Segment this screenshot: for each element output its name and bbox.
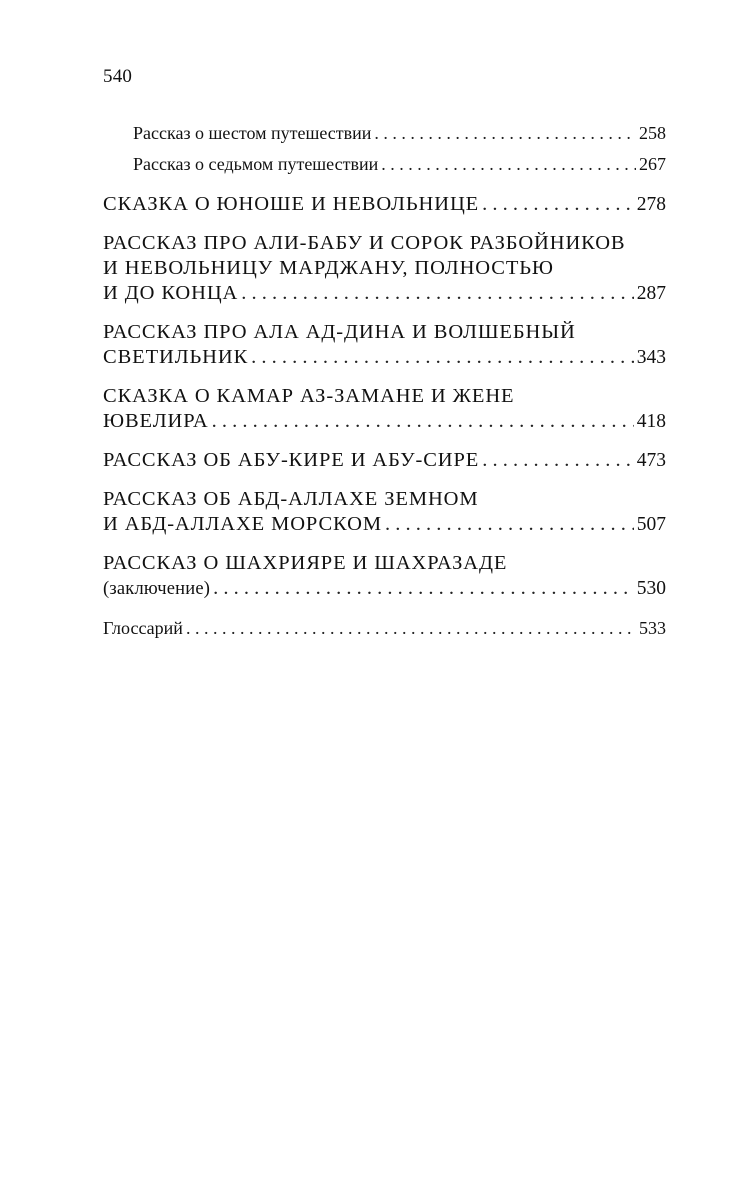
toc-entry-abdallah	[103, 487, 666, 537]
toc-entry-title: Рассказ о седьмом путешествии	[133, 154, 379, 174]
toc-entry-abu-kir-abu-sir	[103, 448, 666, 473]
toc-entry-page: 473	[636, 450, 666, 471]
toc-entry-page: 267	[639, 154, 666, 174]
toc-entry-title: Глоссарий	[103, 618, 183, 638]
toc-entry-title-line: И ДО КОНЦА	[103, 282, 239, 304]
toc-entry-title-line: РАССКАЗ О ШАХРИЯРЕ И ШАХРАЗАДЕ	[103, 552, 508, 574]
dot-leader	[482, 192, 634, 217]
toc-entry-title-line: И АБД-АЛЛАХЕ МОРСКОМ	[103, 513, 382, 535]
toc-entry-title-line: СВЕТИЛЬНИК	[103, 346, 249, 368]
toc-entry-qamar-az-zaman	[103, 384, 666, 434]
toc-entry-title-line: РАССКАЗ ОБ АБД-АЛЛАХЕ ЗЕМНОМ	[103, 488, 479, 510]
toc-entry-page: 533	[639, 618, 666, 638]
toc-entry-title-line: РАССКАЗ ПРО АЛА АД-ДИНА И ВОЛШЕБНЫЙ	[103, 321, 576, 343]
dot-leader	[241, 281, 634, 306]
dot-leader	[251, 345, 634, 370]
dot-leader	[381, 151, 636, 178]
dot-leader	[213, 576, 634, 601]
toc-entry-glossary	[103, 616, 666, 641]
toc-entry-title-line: СКАЗКА О КАМАР АЗ-ЗАМАНЕ И ЖЕНЕ	[103, 385, 515, 407]
toc-entry-seventh-voyage	[103, 151, 666, 178]
table-of-contents	[103, 120, 666, 641]
toc-entry-aladdin	[103, 320, 666, 370]
toc-entry-title-line: РАССКАЗ ПРО АЛИ-БАБУ И СОРОК РАЗБОЙНИКОВ	[103, 232, 626, 254]
toc-entry-title: Рассказ о шестом путешествии	[133, 123, 372, 143]
toc-entry-title-line: И НЕВОЛЬНИЦУ МАРДЖАНУ, ПОЛНОСТЬЮ	[103, 257, 554, 279]
dot-leader	[212, 409, 634, 434]
toc-entry-ali-baba	[103, 231, 666, 306]
dot-leader	[186, 616, 636, 641]
page-number: 540	[103, 66, 133, 87]
toc-entry-title: РАССКАЗ ОБ АБУ-КИРЕ И АБУ-СИРЕ	[103, 449, 480, 471]
toc-entry-shahriyar-shahrazade	[103, 551, 666, 602]
toc-entry-page: 418	[636, 411, 666, 432]
toc-entry-sixth-voyage	[103, 120, 666, 147]
dot-leader	[374, 120, 636, 147]
toc-entry-page: 343	[636, 347, 666, 368]
toc-entry-youth-and-slave-girl	[103, 192, 666, 217]
toc-entry-title-line: ЮВЕЛИРА	[103, 410, 209, 432]
toc-entry-page: 258	[639, 123, 666, 143]
toc-entry-page: 278	[636, 194, 666, 215]
toc-entry-page: 287	[636, 283, 666, 304]
toc-entry-title-line: (заключение)	[103, 579, 211, 599]
toc-entry-title: СКАЗКА О ЮНОШЕ И НЕВОЛЬНИЦЕ	[103, 193, 480, 215]
dot-leader	[385, 512, 634, 537]
dot-leader	[482, 448, 634, 473]
toc-entry-page: 507	[636, 514, 666, 535]
toc-entry-page: 530	[636, 578, 666, 599]
